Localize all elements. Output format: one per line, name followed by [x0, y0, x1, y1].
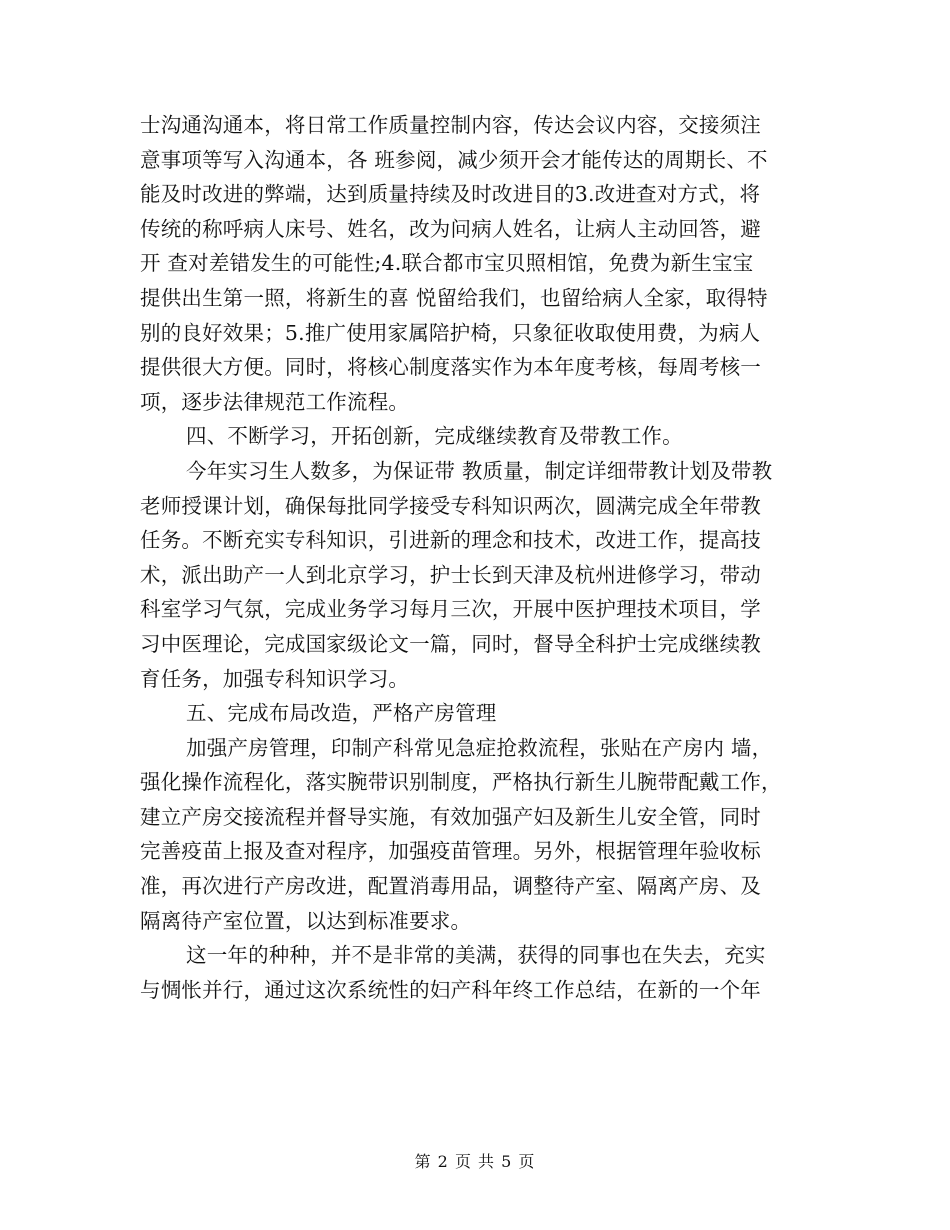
paragraph-start-line: 四、不断学习，开拓创新，完成继续教育及带教工作。: [186, 424, 683, 449]
paragraph-start-line: 这一年的种种，并不是非常的美满，获得的同事也在失去，充实: [186, 943, 766, 968]
text-line: 老师授课计划，确保每批同学接受专科知识两次，圆满完成全年带教: [140, 493, 761, 518]
paragraph-start-line: 五、完成布局改造，严格产房管理: [186, 701, 497, 726]
text-line: 提供出生第一照，将新生的喜 悦留给我们，也留给病人全家，取得特: [140, 285, 768, 310]
text-line: 准，再次进行产房改进，配置消毒用品，调整待产室、隔离产房、及: [140, 874, 761, 899]
text-line: 开 查对差错发生的可能性;4.联合都市宝贝照相馆，免费为新生宝宝: [140, 251, 754, 276]
page-footer: 第 2 页 共 5 页: [414, 1152, 536, 1171]
text-line: 隔离待产室位置，以达到标准要求。: [140, 908, 472, 933]
text-line: 能及时改进的弊端，达到质量持续及时改进目的3.改进查对方式，将: [140, 182, 761, 207]
text-line: 别的良好效果；5.推广使用家属陪护椅，只象征收取使用费，为病人: [140, 320, 761, 345]
text-line: 意事项等写入沟通本，各 班参阅，减少须开会才能传达的周期长、不: [140, 147, 768, 172]
text-line: 建立产房交接流程并督导实施，有效加强产妇及新生儿安全管，同时: [140, 804, 761, 829]
text-line: 强化操作流程化，落实腕带识别制度，严格执行新生儿腕带配戴工作，: [140, 770, 782, 795]
paragraph-start-line: 今年实习生人数多，为保证带 教质量，制定详细带教计划及带教: [186, 458, 773, 483]
text-line: 传统的称呼病人床号、姓名，改为问病人姓名，让病人主动回答，避: [140, 216, 761, 241]
text-line: 习中医理论，完成国家级论文一篇，同时，督导全科护士完成继续教: [140, 631, 761, 656]
text-line: 提供很大方便。同时，将核心制度落实作为本年度考核，每周考核一: [140, 355, 761, 380]
text-line: 术，派出助产一人到北京学习，护士长到天津及杭州进修学习，带动: [140, 562, 761, 587]
text-line: 育任务，加强专科知识学习。: [140, 666, 410, 691]
text-line: 项，逐步法律规范工作流程。: [140, 389, 410, 414]
text-line: 科室学习气氛，完成业务学习每月三次，开展中医护理技术项目，学: [140, 597, 761, 622]
text-line: 与惆怅并行，通过这次系统性的妇产科年终工作总结，在新的一个年: [140, 977, 761, 1002]
paragraph-start-line: 加强产房管理，印制产科常见急症抢救流程，张贴在产房内 墙，: [186, 735, 773, 760]
document-body: [140, 108, 800, 1007]
text-line: 任务。不断充实专科知识，引进新的理念和技术，改进工作，提高技: [140, 528, 761, 553]
text-line: 完善疫苗上报及查对程序，加强疫苗管理。另外，根据管理年验收标: [140, 839, 761, 864]
text-line: 士沟通沟通本，将日常工作质量控制内容，传达会议内容，交接须注: [140, 113, 761, 137]
